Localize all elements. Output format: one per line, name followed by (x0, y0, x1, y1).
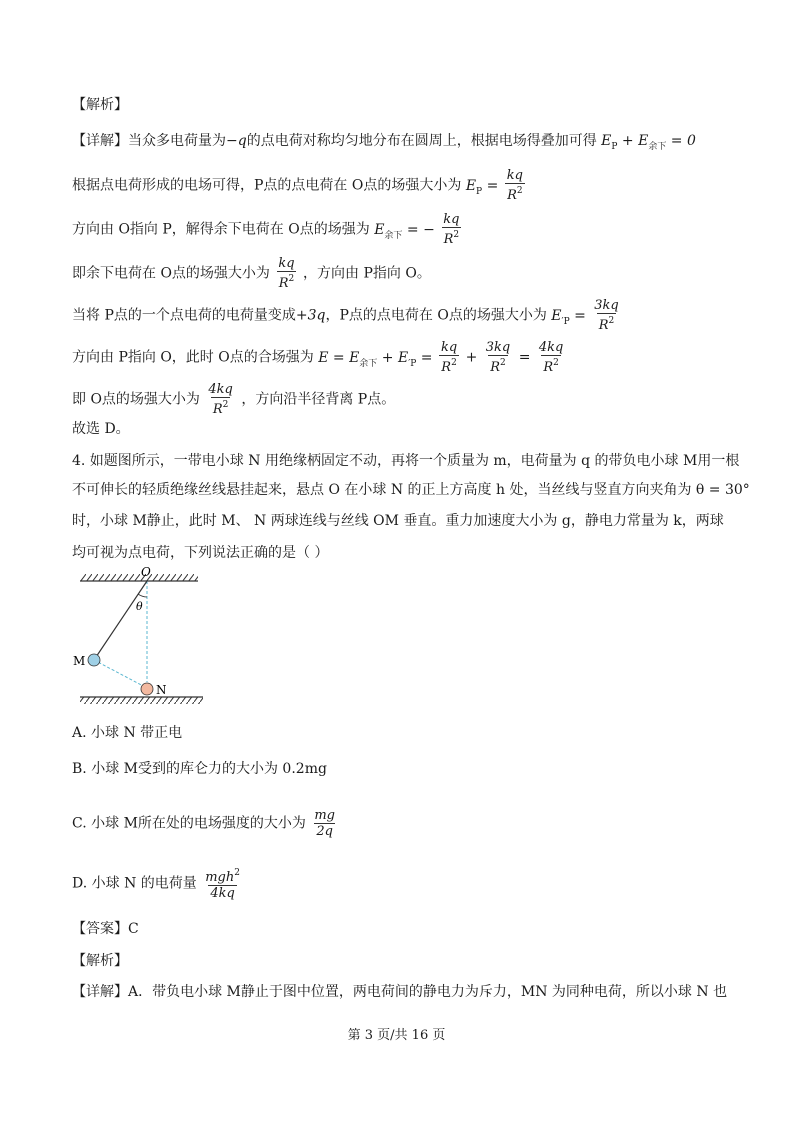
analysis-label-1: 【解析】 (72, 97, 128, 113)
pendulum-figure (68, 566, 248, 716)
detail-line-5: 当将 P点的一个点电荷的电荷量变成+3q，P点的点电荷在 O点的场强大小为 $E_{'P}$ = $\frac{3kq}{R^2}$ (72, 298, 619, 333)
label-o: O (141, 566, 151, 579)
question-4-line-1: 4. 如题图所示，一带电小球 N 用绝缘柄固定不动，再将一个质量为 m，电荷量为 q 的带负电小球 M用一根 (72, 453, 740, 469)
detail-line-4: 即余下电荷在 O点的场强大小为 $\frac{kq}{R^2}$ ，方向由 P指向 O。 (72, 256, 431, 291)
question-4-line-4: 均可视为点电荷，下列说法正确的是（ ） (72, 545, 329, 561)
detail-line-7: 即 O点的场强大小为 $\frac{4kq}{R^2}$ ，方向沿半径背离 P点。 (72, 382, 396, 417)
label-theta: θ (136, 600, 143, 613)
detail-line-1: 【详解】当众多电荷量为−q的点电荷对称均匀地分布在圆周上，根据电场得叠加可得 $E_P + E_{余下} = 0$ (72, 133, 696, 152)
option-b[interactable]: B. 小球 M受到的库仑力的大小为 0.2mg (72, 761, 327, 777)
detail-line-3: 方向由 O指向 P，解得余下电荷在 O点的场强为 $E_{余下}$ = − $\frac{kq}{R^2}$ (72, 212, 460, 247)
option-d[interactable]: D. 小球 N 的电荷量 $\frac{mgh^2}{4kq}$ (72, 868, 240, 901)
option-c[interactable]: C. 小球 M所在处的电场强度的大小为 $\frac{mg}{2q}$ (72, 808, 336, 839)
question-4-line-3: 时，小球 M静止，此时 M、 N 两球连线与丝线 OM 垂直。重力加速度大小为 g，静电力常量为 k，两球 (72, 513, 724, 529)
analysis-label-2: 【解析】 (72, 953, 128, 969)
detail-line-2: 根据点电荷形成的电场可得，P点的点电荷在 O点的场强大小为 $E_P$ = $\frac{kq}{R^2}$ (72, 168, 523, 203)
dashed-line-mn (94, 660, 147, 688)
option-a[interactable]: A. 小球 N 带正电 (72, 725, 183, 741)
page-footer: 第 3 页/共 16 页 (347, 1028, 446, 1043)
label-n: N (156, 683, 167, 697)
ceiling-hatch (80, 574, 198, 581)
floor-hatch (80, 697, 203, 704)
detail-line-8: 故选 D。 (72, 421, 130, 437)
detail-line-a: 【详解】A．带负电小球 M静止于图中位置，两电荷间的静电力为斥力，MN 为同种电荷，所以小球 N 也 (72, 984, 728, 1000)
question-4-line-2: 不可伸长的轻质绝缘丝线悬挂起来，悬点 O 在小球 N 的正上方高度 h 处，当丝线与竖直方向夹角为 θ = 30° (72, 482, 750, 498)
detail-line-6: 方向由 P指向 O，此时 O点的合场强为 $E = E_{余下} + E_{'P}$ = $\frac{kq}{R^2}$ + $\frac{3kq}{R^2}$ = $\frac{4kq}{R^2}$ (72, 340, 564, 375)
label-m: M (73, 654, 86, 668)
angle-arc (138, 594, 147, 597)
string-om (94, 581, 147, 660)
ball-m (88, 654, 100, 666)
ball-n (141, 683, 153, 695)
answer-label: 【答案】C (72, 921, 139, 937)
